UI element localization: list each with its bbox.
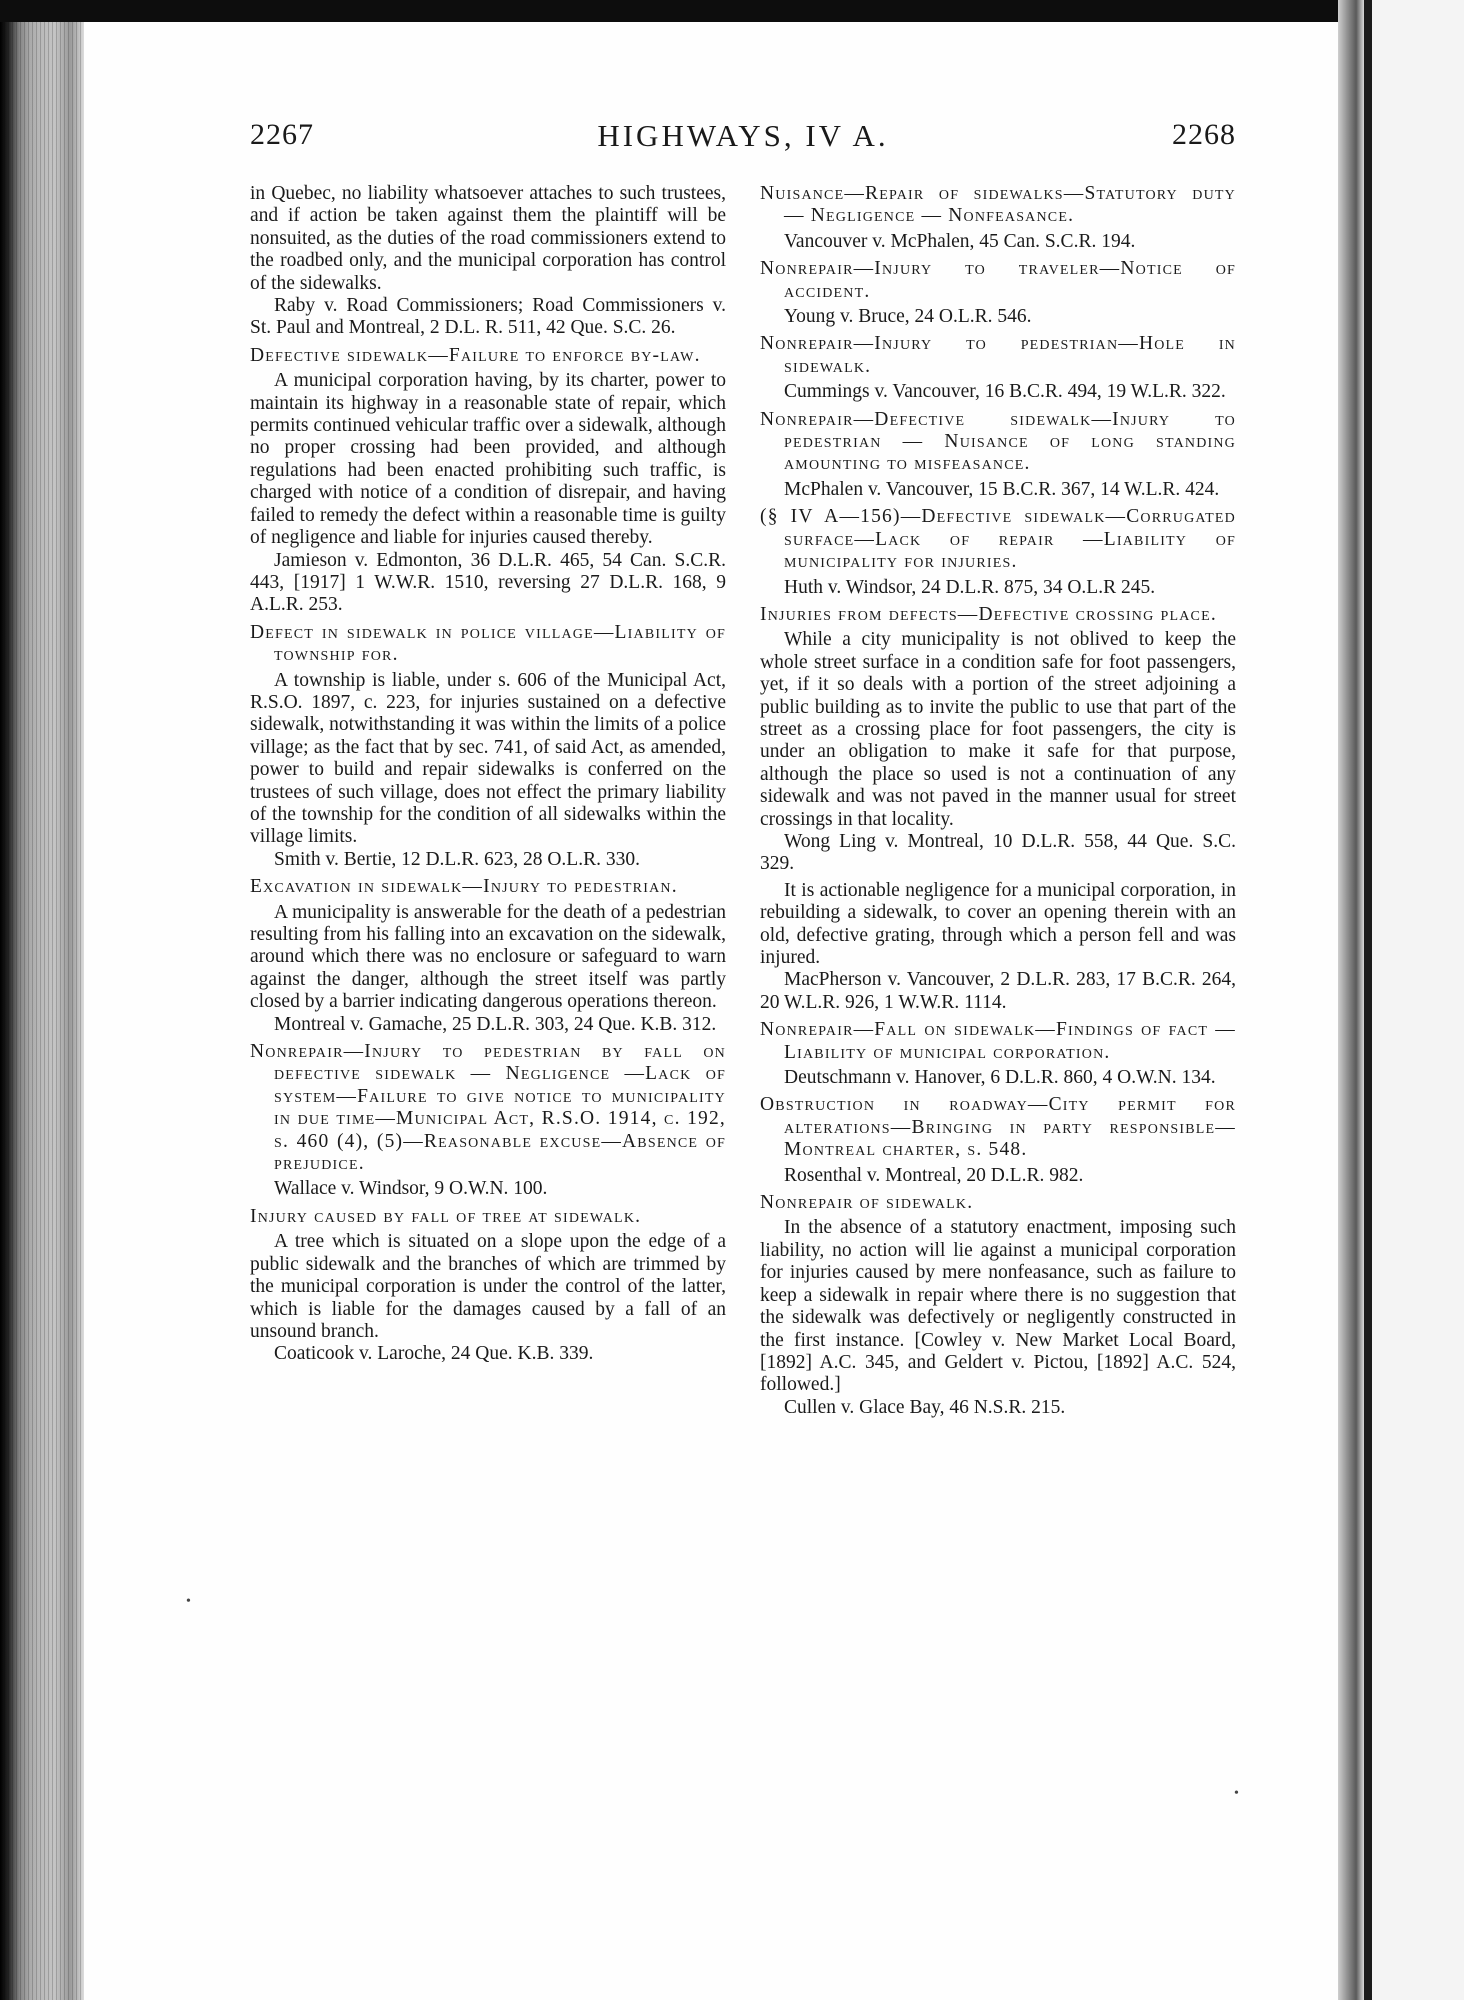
- section-heading: (§ IV A—156)—Defective sidewalk—Corrugated surface—Lack of repair —Liability of municipality for injuries.: [760, 506, 1236, 573]
- case-citation: Jamieson v. Edmonton, 36 D.L.R. 465, 54 Can. S.C.R. 443, [1917] 1 W.W.R. 1510, reversing 27 D.L.R. 168, 9 A.L.R. 253.: [250, 549, 726, 616]
- section-heading: Nonrepair—Injury to traveler—Notice of accident.: [760, 258, 1236, 302]
- scan-speck: •: [186, 1594, 191, 1609]
- section-heading: Defective sidewalk—Failure to enforce by-law.: [250, 344, 701, 366]
- left-page-number: 2267: [250, 118, 314, 151]
- page-gutter-shadow: [1364, 0, 1372, 2000]
- section-heading: Injuries from defects—Defective crossing place.: [760, 603, 1217, 625]
- section-heading: Nonrepair—Injury to pedestrian—Hole in sidewalk.: [760, 333, 1236, 377]
- case-citation: Cullen v. Glace Bay, 46 N.S.R. 215.: [784, 1396, 1066, 1418]
- page-gutter-edge: [1338, 0, 1364, 2000]
- section-paragraph: While a city municipality is not oblived to keep the whole street surface in a condition safe for foot passengers, yet, if it so deals with a portion of the street adjoining a public building as to invite the public to use that part of the street as a crossing place for foot passengers, the city is under an obligation to make it safe for that purpose, although the place so used is not a continuation of any sidewalk and was not paved in the manner usual for street crossings in that locality.: [760, 629, 1236, 830]
- facing-page-edge: [1372, 0, 1464, 2000]
- case-citation: Wong Ling v. Montreal, 10 D.L.R. 558, 44 Que. S.C. 329.: [760, 830, 1236, 875]
- section-heading: Nonrepair of sidewalk.: [760, 1192, 974, 1214]
- case-citation: Wallace v. Windsor, 9 O.W.N. 100.: [274, 1178, 548, 1200]
- left-column: [250, 183, 726, 1370]
- case-citation: Cummings v. Vancouver, 16 B.C.R. 494, 19 W.L.R. 322.: [784, 381, 1226, 403]
- section-paragraph: A municipal corporation having, by its charter, power to maintain its highway in a reasonable state of repair, which permits continued vehicular traffic over a sidewalk, although no proper crossing had been provided, and although regulations had been enacted prohibiting such traffic, is charged with notice of a condition of disrepair, and having failed to remedy the defect within a reasonable time is guilty of negligence and liable for injuries caused thereby.: [250, 370, 726, 549]
- section-paragraph: A township is liable, under s. 606 of the Municipal Act, R.S.O. 1897, c. 223, for injuries sustained on a defective sidewalk, notwithstanding it was within the limits of a police village; as the fact that by sec. 741, of said Act, as amended, power to build and repair sidewalks is conferred on the trustees of such village, does not effect the primary liability of the township for the condition of all sidewalks within the village limits.: [250, 669, 726, 848]
- intro-paragraph: in Quebec, no liability whatsoever attaches to such trustees, and if action be taken against them the plaintiff will be nonsuited, as the duties of the road commissioners extend to the roadbed only, and the municipal corporation has control of the sidewalks.: [250, 183, 726, 294]
- section-heading: Excavation in sidewalk—Injury to pedestrian.: [250, 876, 678, 898]
- page-stack-lines: [0, 22, 84, 2000]
- page-header: [250, 118, 1236, 162]
- section-heading: Obstruction in roadway—City permit for alterations—Bringing in party responsible—Montreal charter, s. 548.: [760, 1094, 1236, 1161]
- section-heading: Defect in sidewalk in police village—Liability of township for.: [250, 621, 726, 666]
- right-column: [760, 183, 1236, 1423]
- case-citation: Deutschmann v. Hanover, 6 D.L.R. 860, 4 O.W.N. 134.: [784, 1067, 1216, 1089]
- case-citation: Young v. Bruce, 24 O.L.R. 546.: [784, 306, 1032, 328]
- section-heading: Nuisance—Repair of sidewalks—Statutory duty — Negligence — Nonfeasance.: [760, 183, 1236, 227]
- section-heading: Nonrepair—Fall on sidewalk—Findings of fact — Liability of municipal corporation.: [760, 1019, 1236, 1063]
- case-citation: Rosenthal v. Montreal, 20 D.L.R. 982.: [784, 1164, 1084, 1186]
- case-citation: Raby v. Road Commissioners; Road Commissioners v. St. Paul and Montreal, 2 D.L. R. 511, 42 Que. S.C. 26.: [250, 295, 726, 339]
- case-citation: Coaticook v. Laroche, 24 Que. K.B. 339.: [274, 1343, 594, 1365]
- section-paragraph: A municipality is answerable for the death of a pedestrian resulting from his falling into an excavation on the sidewalk, around which there was no enclosure or safeguard to warn against the danger, although the street itself was partly closed by a barrier indicating dangerous operations thereon.: [250, 901, 726, 1013]
- case-citation: Vancouver v. McPhalen, 45 Can. S.C.R. 194.: [784, 230, 1136, 252]
- scan-top-edge: [0, 0, 1464, 22]
- section-paragraph: In the absence of a statutory enactment, imposing such liability, no action will lie against a municipal corporation for injuries caused by mere nonfeasance, such as failure to keep a sidewalk in repair where there is no suggestion that the sidewalk was defectively or negligently constructed in the first instance. [Cowley v. New Market Local Board, [1892] A.C. 345, and Geldert v. Pictou, [1892] A.C. 524, followed.]: [760, 1217, 1236, 1396]
- running-title: HIGHWAYS, IV A.: [597, 118, 889, 153]
- scan-speck: •: [1234, 1786, 1239, 1801]
- section-heading: Nonrepair—Injury to pedestrian by fall on defective sidewalk — Negligence —Lack of system—Failure to give notice to municipality in due time—Municipal Act, R.S.O. 1914, c. 192, s. 460 (4), (5)—Reasonable excuse—Absence of prejudice.: [250, 1041, 726, 1175]
- case-citation: MacPherson v. Vancouver, 2 D.L.R. 283, 17 B.C.R. 264, 20 W.L.R. 926, 1 W.W.R. 1114.: [760, 969, 1236, 1013]
- case-citation: McPhalen v. Vancouver, 15 B.C.R. 367, 14 W.L.R. 424.: [784, 478, 1220, 500]
- case-citation: Smith v. Bertie, 12 D.L.R. 623, 28 O.L.R. 330.: [274, 848, 640, 870]
- case-citation: Montreal v. Gamache, 25 D.L.R. 303, 24 Que. K.B. 312.: [274, 1013, 717, 1035]
- case-citation: Huth v. Windsor, 24 D.L.R. 875, 34 O.L.R 245.: [784, 576, 1156, 598]
- section-heading: Nonrepair—Defective sidewalk—Injury to pedestrian — Nuisance of long standing amounting to misfeasance.: [760, 408, 1236, 475]
- right-page-number: 2268: [1172, 118, 1236, 151]
- section-paragraph: It is actionable negligence for a municipal corporation, in rebuilding a sidewalk, to cover an opening therein with an old, defective grating, through which a person fell and was injured.: [760, 879, 1236, 968]
- section-paragraph: A tree which is situated on a slope upon the edge of a public sidewalk and the branches of which are trimmed by the municipal corporation is under the control of the latter, which is liable for the damages caused by a fall of an unsound branch.: [250, 1231, 726, 1342]
- section-heading: Injury caused by fall of tree at sidewalk.: [250, 1205, 642, 1227]
